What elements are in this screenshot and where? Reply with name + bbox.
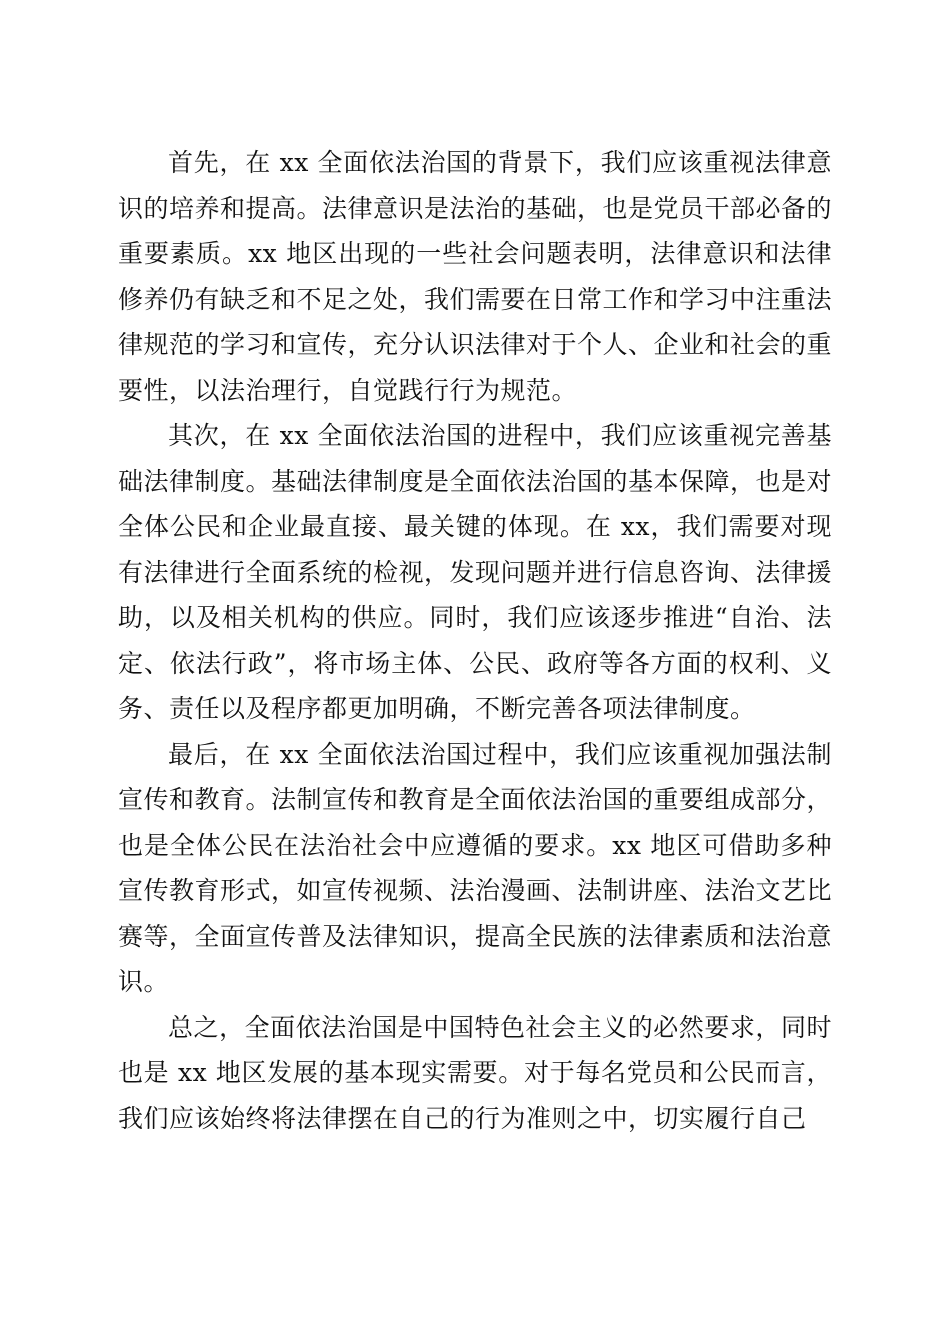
paragraph-3: 最后，在 xx 全面依法治国过程中，我们应该重视加强法制宣传和教育。法制宣传和教育是全面依法治国的重要组成部分，也是全体公民在法治社会中应遵循的要求。xx 地区可借助多种宣传教育形式，如宣传视频、法治漫画、法制讲座、法治文艺比赛等，全面宣传普及法律知识，提高全民族的法律素质和法治意识。: [118, 739, 833, 996]
document-body: [118, 140, 832, 1141]
paragraph-2: 其次，在 xx 全面依法治国的进程中，我们应该重视完善基础法律制度。基础法律制度是全面依法治国的基本保障，也是对全体公民和企业最直接、最关键的体现。在 xx，我们需要对现有法律进行全面系统的检视，发现问题并进行信息咨询、法律援助，以及相关机构的供应。同时，我们应该逐步推进“自治、法定、依法行政”，将市场主体、公民、政府等各方面的权利、义务、责任以及程序都更加明确，不断完善各项法律制度。: [118, 421, 833, 723]
paragraph-4: 总之，全面依法治国是中国特色社会主义的必然要求，同时也是 xx 地区发展的基本现实需要。对于每名党员和公民而言，我们应该始终将法律摆在自己的行为准则之中，切实履行自己: [118, 1012, 832, 1133]
paragraph-1: 首先，在 xx 全面依法治国的背景下，我们应该重视法律意识的培养和提高。法律意识是法治的基础，也是党员干部必备的重要素质。xx 地区出现的一些社会问题表明，法律意识和法律修养仍有缺乏和不足之处，我们需要在日常工作和学习中注重法律规范的学习和宣传，充分认识法律对于个人、企业和社会的重要性，以法治理行，自觉践行行为规范。: [118, 148, 833, 405]
